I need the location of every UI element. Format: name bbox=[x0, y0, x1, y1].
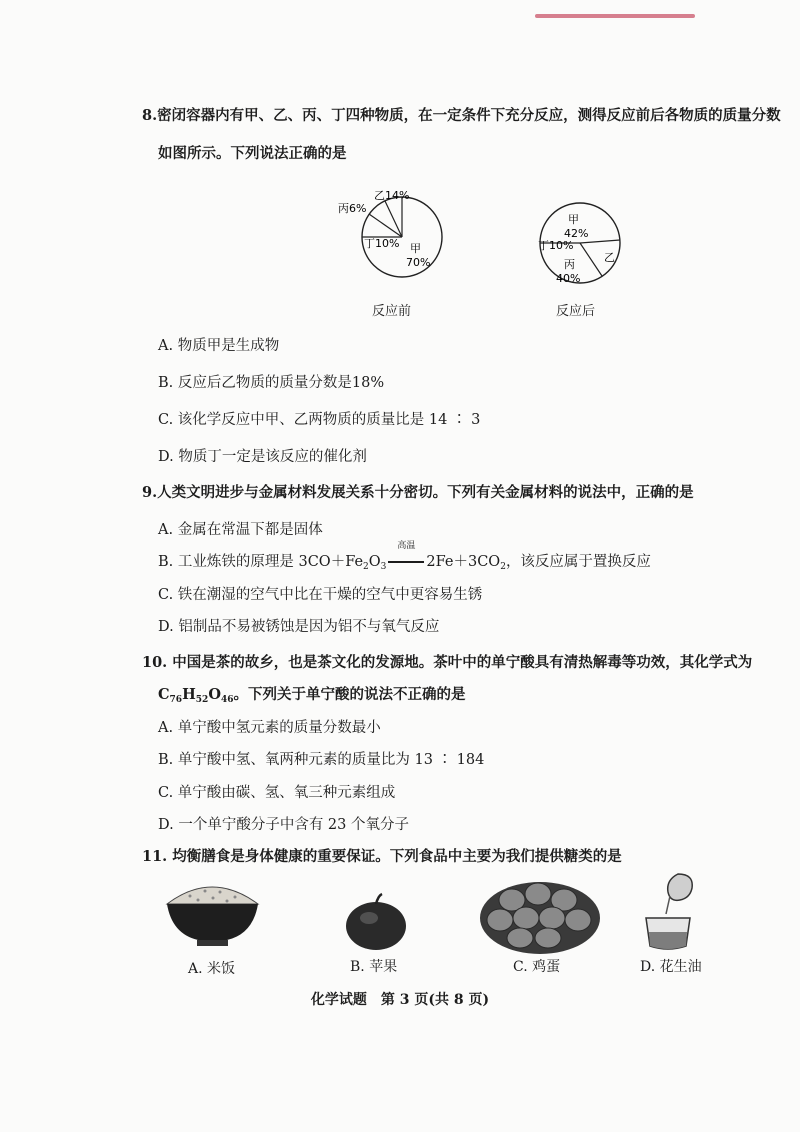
pie-before-label-jia-value: 70% bbox=[406, 256, 431, 269]
q11-option-a[interactable]: A. 米饭 bbox=[188, 961, 236, 977]
q10-stem-line1: 10. 中国是茶的故乡，也是茶文化的发源地。茶叶中的单宁酸具有清热解毒等功效，其化学式为 bbox=[142, 654, 753, 671]
q11-option-c[interactable]: C. 鸡蛋 bbox=[513, 959, 561, 975]
q8-option-b[interactable]: B. 反应后乙物质的质量分数是18% bbox=[158, 375, 385, 391]
q9-option-b[interactable]: B. 工业炼铁的原理是 $3CO+Fe_2O_3$ 高温 $2Fe+3CO_2$，该反应属于置换反应 bbox=[158, 541, 651, 572]
q10-option-c[interactable]: C. 单宁酸由碳、氢、氧三种元素组成 bbox=[158, 785, 396, 801]
peanut-oil-icon bbox=[640, 870, 700, 955]
q10-stem-line2: $C_{76}H_{52}O_{46}$。下列关于单宁酸的说法不正确的是 bbox=[158, 686, 466, 705]
q9-option-d[interactable]: D. 铝制品不易被锈蚀是因为铝不与氧气反应 bbox=[158, 619, 440, 635]
q10-option-d[interactable]: D. 一个单宁酸分子中含有 23 个氧分子 bbox=[158, 817, 409, 833]
pie-before-label-ding: 丁10% bbox=[364, 237, 400, 250]
eggs-plate-icon bbox=[478, 868, 603, 956]
pie-after-label-bing-name: 丙 bbox=[564, 258, 575, 271]
q10-option-a[interactable]: A. 单宁酸中氢元素的质量分数最小 bbox=[158, 720, 381, 736]
q9-option-a[interactable]: A. 金属在常温下都是固体 bbox=[158, 522, 323, 538]
page-edge-mark bbox=[535, 14, 695, 18]
q9-option-c[interactable]: C. 铁在潮湿的空气中比在干燥的空气中更容易生锈 bbox=[158, 587, 483, 603]
pie-before-label-jia-name: 甲 bbox=[410, 242, 421, 255]
q8-stem-line1: 8.密闭容器内有甲、乙、丙、丁四种物质，在一定条件下充分反应，测得反应前后各物质的质量分数 bbox=[142, 107, 781, 124]
rice-bowl-icon bbox=[165, 882, 260, 952]
q8-option-a[interactable]: A. 物质甲是生成物 bbox=[158, 338, 280, 354]
pie-before-label-bing: 丙6% bbox=[338, 202, 367, 215]
pie-after-label-bing-value: 40% bbox=[556, 272, 581, 285]
q8-option-d[interactable]: D. 物质丁一定是该反应的催化剂 bbox=[158, 449, 367, 465]
page-footer: 化学试题 第 3 页(共 8 页) bbox=[310, 992, 490, 1008]
pie-after-label-jia-name: 甲 bbox=[568, 213, 579, 226]
pie-after-label-yi: 乙 bbox=[604, 251, 615, 264]
apple-icon bbox=[336, 892, 416, 952]
q8-option-c[interactable]: C. 该化学反应中甲、乙两物质的质量比是 14 ∶ 3 bbox=[158, 412, 481, 428]
pie-chart-after bbox=[520, 188, 640, 298]
q11-stem: 11. 均衡膳食是身体健康的重要保证。下列食品中主要为我们提供糖类的是 bbox=[142, 848, 622, 865]
reaction-condition: 高温 bbox=[386, 551, 426, 573]
q8-stem-line2: 如图所示。下列说法正确的是 bbox=[158, 145, 347, 162]
pie-before-label-yi: 乙14% bbox=[374, 189, 410, 202]
pie-after-label-jia-value: 42% bbox=[564, 227, 589, 240]
pie-chart-before bbox=[330, 182, 470, 292]
q11-option-d[interactable]: D. 花生油 bbox=[640, 959, 702, 975]
pie-after-label-ding: 丁10% bbox=[538, 239, 574, 252]
pie-after-caption: 反应后 bbox=[556, 304, 596, 319]
q10-option-b[interactable]: B. 单宁酸中氢、氧两种元素的质量比为 13 ∶ 184 bbox=[158, 752, 485, 768]
q11-option-b[interactable]: B. 苹果 bbox=[350, 959, 398, 975]
pie-before-caption: 反应前 bbox=[372, 304, 412, 319]
q9-stem: 9.人类文明进步与金属材料发展关系十分密切。下列有关金属材料的说法中，正确的是 bbox=[142, 484, 694, 501]
